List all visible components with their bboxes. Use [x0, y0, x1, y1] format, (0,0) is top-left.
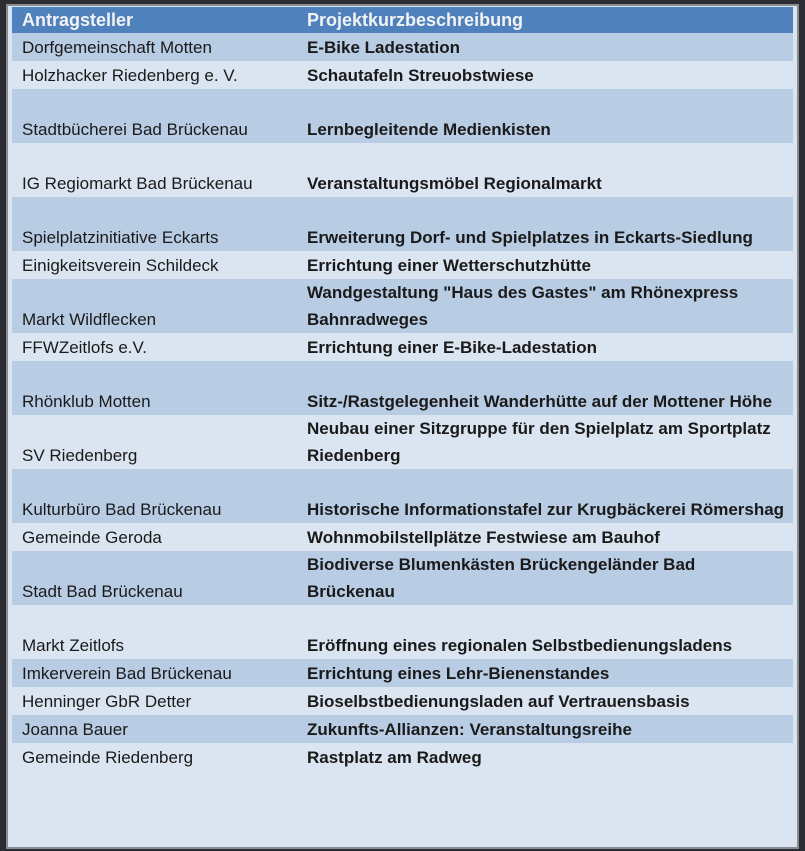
applicant-cell: Gemeinde Geroda	[12, 523, 297, 551]
applicant-cell: Henninger GbR Detter	[12, 687, 297, 715]
project-cell: Zukunfts-Allianzen: Veranstaltungsreihe	[297, 715, 793, 743]
project-cell: Sitz-/Rastgelegenheit Wanderhütte auf der Mottener Höhe	[297, 361, 793, 415]
applicant-cell: Imkerverein Bad Brückenau	[12, 659, 297, 687]
project-cell: Bioselbstbedienungsladen auf Vertrauensbasis	[297, 687, 793, 715]
project-cell: Wandgestaltung "Haus des Gastes" am Rhönexpress Bahnradweges	[297, 279, 793, 333]
table-row	[12, 197, 793, 251]
table-row	[12, 61, 793, 89]
project-cell: Errichtung einer Wetterschutzhütte	[297, 251, 793, 279]
project-cell: Neubau einer Sitzgruppe für den Spielplatz am Sportplatz Riedenberg	[297, 415, 793, 469]
project-cell: Rastplatz am Radweg	[297, 743, 793, 771]
table-row	[12, 743, 793, 771]
applicant-cell: Gemeinde Riedenberg	[12, 743, 297, 771]
applicant-cell: Holzhacker Riedenberg e. V.	[12, 61, 297, 89]
project-cell: Errichtung einer E-Bike-Ladestation	[297, 333, 793, 361]
table-row	[12, 551, 793, 605]
applicant-cell: Einigkeitsverein Schildeck	[12, 251, 297, 279]
project-cell: Biodiverse Blumenkästen Brückengeländer Bad Brückenau	[297, 551, 793, 605]
project-cell: Erweiterung Dorf- und Spielplatzes in Eckarts-Siedlung	[297, 197, 793, 251]
table-row	[12, 605, 793, 659]
project-cell: Eröffnung eines regionalen Selbstbedienungsladens	[297, 605, 793, 659]
project-cell: Wohnmobilstellplätze Festwiese am Bauhof	[297, 523, 793, 551]
table-row	[12, 659, 793, 687]
table-row	[12, 89, 793, 143]
applicant-cell: Rhönklub Motten	[12, 361, 297, 415]
applicant-cell: FFWZeitlofs e.V.	[12, 333, 297, 361]
table-row	[12, 251, 793, 279]
table-row	[12, 33, 793, 61]
applicant-cell: Stadtbücherei Bad Brückenau	[12, 89, 297, 143]
column-header-applicant: Antragsteller	[12, 7, 297, 33]
applicant-cell: SV Riedenberg	[12, 415, 297, 469]
table-row	[12, 687, 793, 715]
applicant-cell: Joanna Bauer	[12, 715, 297, 743]
table-row	[12, 415, 793, 469]
applicant-cell: Spielplatzinitiative Eckarts	[12, 197, 297, 251]
project-cell: Lernbegleitende Medienkisten	[297, 89, 793, 143]
table-row	[12, 715, 793, 743]
table-frame	[6, 4, 799, 849]
table-row	[12, 523, 793, 551]
table-row	[12, 469, 793, 523]
applicant-cell: Markt Wildflecken	[12, 279, 297, 333]
projects-table	[12, 7, 793, 771]
project-cell: Historische Informationstafel zur Krugbäckerei Römershag	[297, 469, 793, 523]
project-cell: E-Bike Ladestation	[297, 33, 793, 61]
applicant-cell: Markt Zeitlofs	[12, 605, 297, 659]
project-cell: Errichtung eines Lehr-Bienenstandes	[297, 659, 793, 687]
table-row	[12, 143, 793, 197]
table-row	[12, 279, 793, 333]
table-header-row	[12, 7, 793, 33]
applicant-cell: Kulturbüro Bad Brückenau	[12, 469, 297, 523]
column-header-project: Projektkurzbeschreibung	[297, 7, 793, 33]
applicant-cell: IG Regiomarkt Bad Brückenau	[12, 143, 297, 197]
applicant-cell: Dorfgemeinschaft Motten	[12, 33, 297, 61]
table-row	[12, 361, 793, 415]
project-cell: Schautafeln Streuobstwiese	[297, 61, 793, 89]
project-cell: Veranstaltungsmöbel Regionalmarkt	[297, 143, 793, 197]
applicant-cell: Stadt Bad Brückenau	[12, 551, 297, 605]
table-row	[12, 333, 793, 361]
